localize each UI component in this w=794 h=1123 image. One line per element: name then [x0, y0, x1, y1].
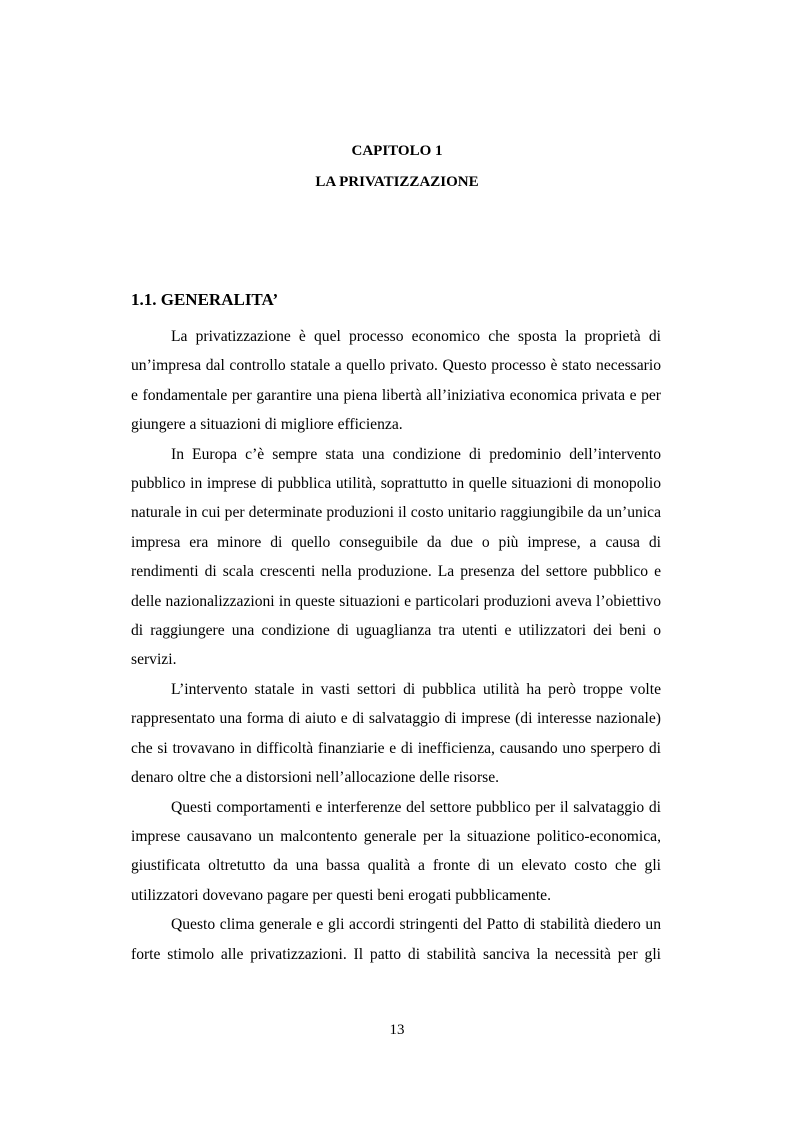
section-heading: 1.1. GENERALITA’	[131, 290, 279, 309]
body-text	[131, 322, 661, 969]
paragraph: La privatizzazione è quel processo economico che sposta la proprietà di un’impresa dal controllo statale a quello privato. Questo processo è stato necessario e fondamentale per garantire una piena libertà all’iniziativa economica privata e per giungere a situazioni di migliore efficienza.	[131, 328, 661, 434]
paragraph: Questi comportamenti e interferenze del settore pubblico per il salvataggio di imprese causavano un malcontento generale per la situazione politico-economica, giustificata oltretutto da una bassa qualità a fronte di un elevato costo che gli utilizzatori dovevano pagare per questi beni erogati pubblicamente.	[131, 798, 661, 904]
paragraph: L’intervento statale in vasti settori di pubblica utilità ha però troppe volte rappresentato una forma di aiuto e di salvataggio di imprese (di interesse nazionale) che si trovavano in difficoltà finanziarie e di inefficienza, causando uno sperpero di denaro oltre che a distorsioni nell’allocazione delle risorse.	[131, 680, 661, 787]
chapter-label: CAPITOLO 1	[351, 143, 443, 159]
paragraph: In Europa c’è sempre stata una condizione di predominio dell’intervento pubblico in imprese di pubblica utilità, soprattutto in quelle situazioni di monopolio naturale in cui per determinate produzioni il costo unitario raggiungibile da un’unica impresa era minore di quello conseguibile da due o più imprese, a causa di rendimenti di scala crescenti nella produzione. La presenza del settore pubblico e delle nazionalizzazioni in queste situazioni e particolari produzioni aveva l’obiettivo di raggiungere una condizione di uguaglianza tra utenti e utilizzatori dei beni o servizi.	[131, 445, 661, 669]
page-number: 13	[389, 1022, 405, 1038]
paragraph: Questo clima generale e gli accordi stringenti del Patto di stabilità diedero un forte stimolo alle privatizzazioni. Il patto di stabilità sanciva la necessità per gli	[131, 916, 661, 963]
chapter-title: LA PRIVATIZZAZIONE	[315, 174, 479, 190]
